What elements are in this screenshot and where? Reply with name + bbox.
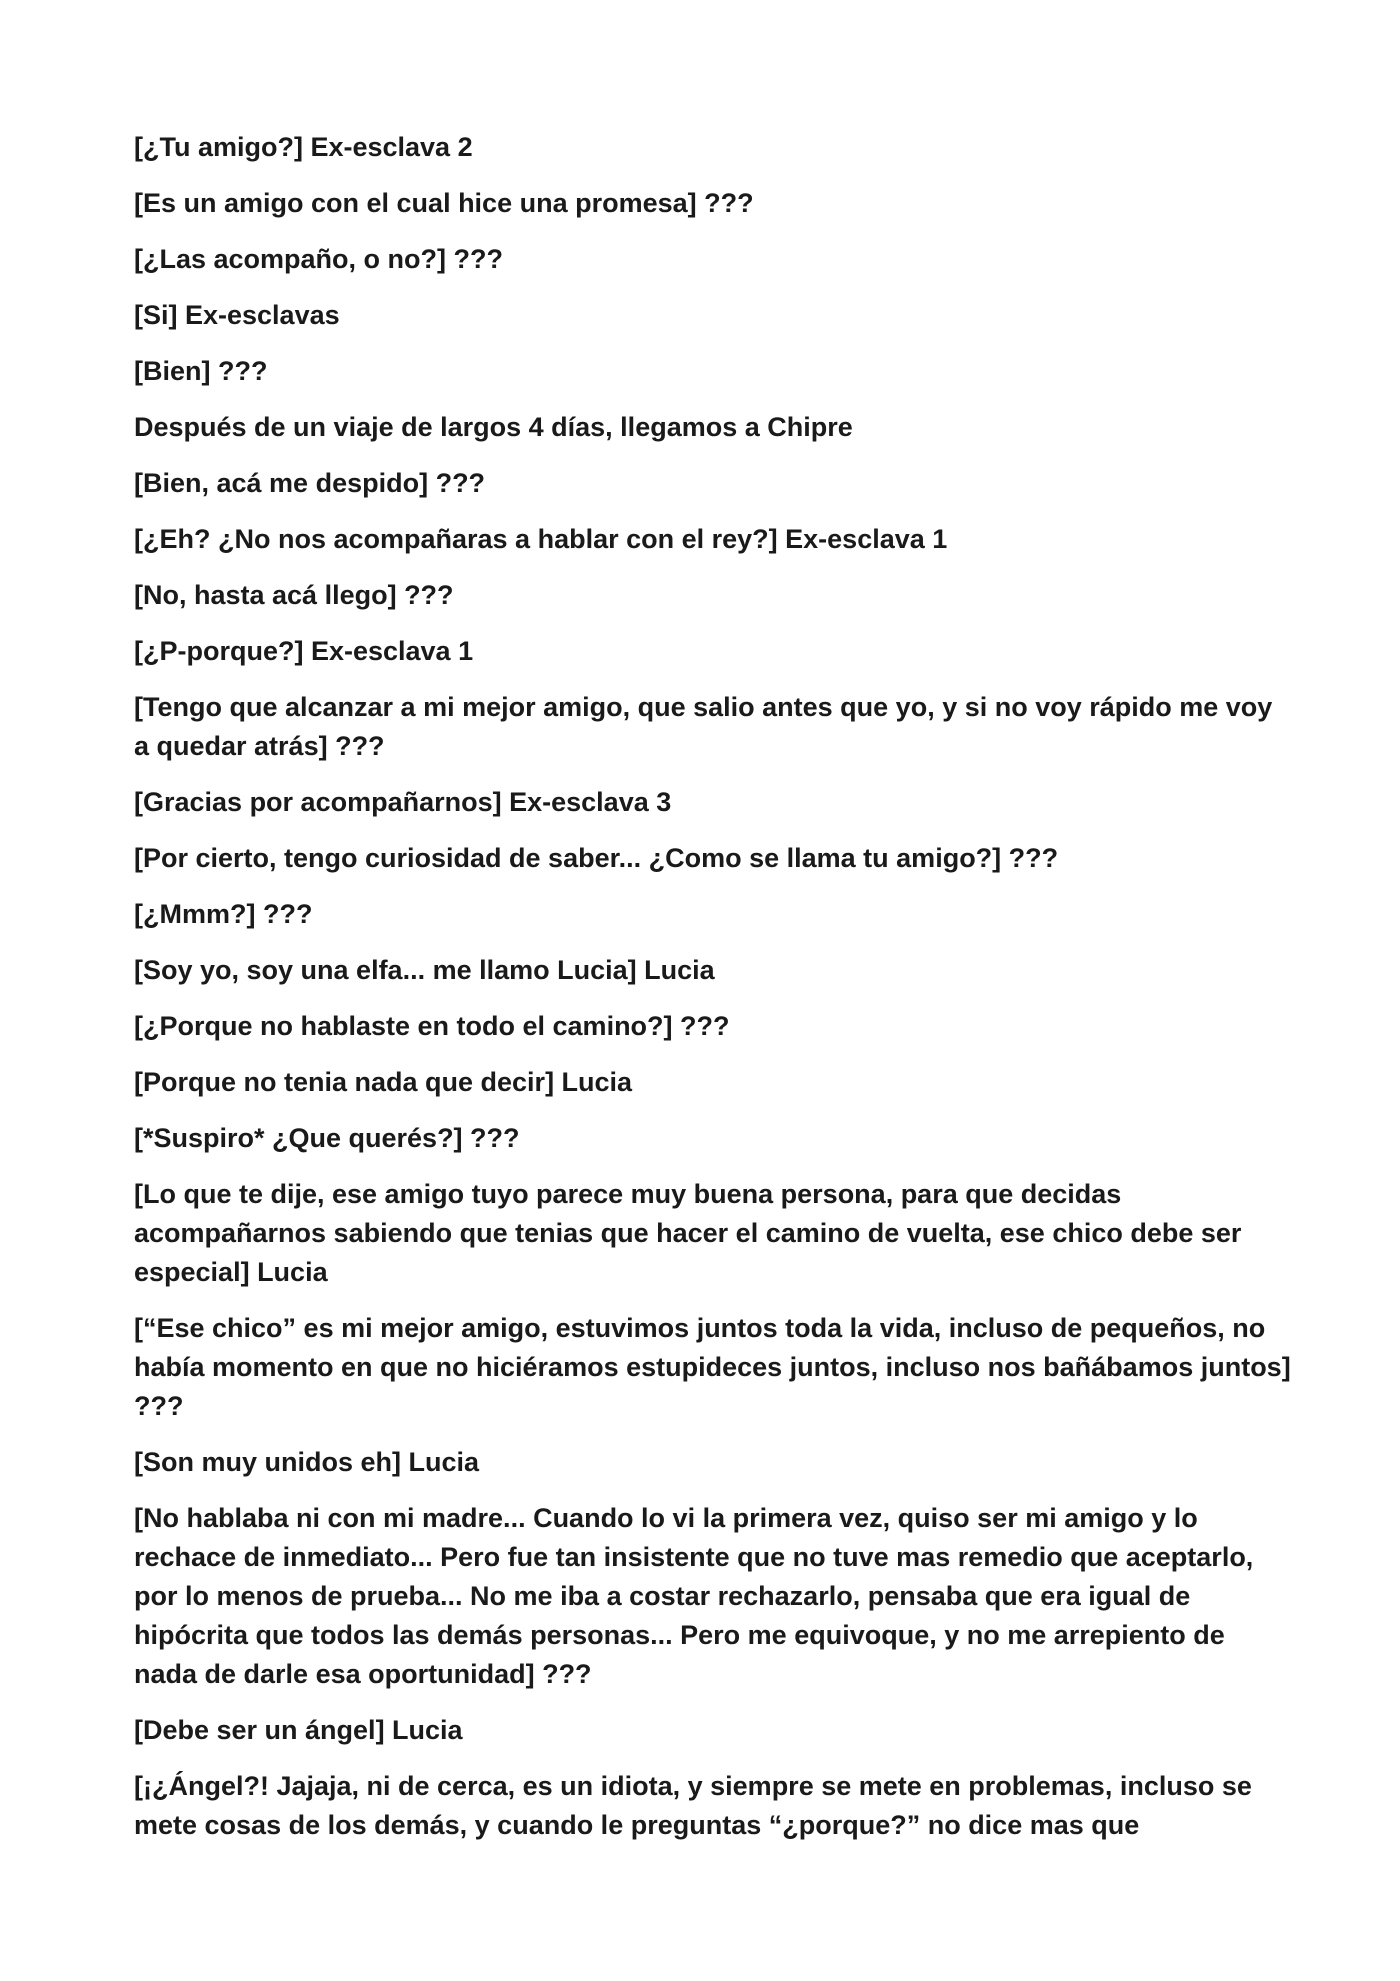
paragraph-8: [¿Eh? ¿No nos acompañaras a hablar con el rey?] Ex-esclava 1: [134, 524, 948, 554]
paragraph-16: [¿Porque no hablaste en todo el camino?] ???: [134, 1011, 730, 1041]
paragraph-17: [Porque no tenia nada que decir] Lucia: [134, 1067, 633, 1097]
paragraph-13: [Por cierto, tengo curiosidad de saber... ¿Como se llama tu amigo?] ???: [134, 843, 1059, 873]
paragraph-4: [Si] Ex-esclavas: [134, 300, 340, 330]
paragraph-5: [Bien] ???: [134, 356, 268, 386]
paragraph-24: [¡¿Ángel?! Jajaja, ni de cerca, es un idiota, y siempre se mete en problemas, incluso se mete cosas de los demás, y cuando le preguntas “¿porque?” no dice mas que: [134, 1771, 1252, 1840]
paragraph-1: [¿Tu amigo?] Ex-esclava 2: [134, 132, 473, 162]
document-body: [134, 128, 1294, 1862]
paragraph-2: [Es un amigo con el cual hice una promesa] ???: [134, 188, 754, 218]
paragraph-14: [¿Mmm?] ???: [134, 899, 313, 929]
paragraph-6: Después de un viaje de largos 4 días, llegamos a Chipre: [134, 412, 853, 442]
paragraph-19: [Lo que te dije, ese amigo tuyo parece muy buena persona, para que decidas acompañarnos sabiendo que tenias que hacer el camino de vuelta, ese chico debe ser especial] Lucia: [134, 1179, 1242, 1287]
paragraph-12: [Gracias por acompañarnos] Ex-esclava 3: [134, 787, 672, 817]
paragraph-7: [Bien, acá me despido] ???: [134, 468, 486, 498]
paragraph-10: [¿P-porque?] Ex-esclava 1: [134, 636, 474, 666]
paragraph-20: [“Ese chico” es mi mejor amigo, estuvimos juntos toda la vida, incluso de pequeños, no había momento en que no hiciéramos estupideces juntos, incluso nos bañábamos juntos] ???: [134, 1313, 1291, 1421]
paragraph-15: [Soy yo, soy una elfa... me llamo Lucia] Lucia: [134, 955, 715, 985]
paragraph-18: [*Suspiro* ¿Que querés?] ???: [134, 1123, 520, 1153]
paragraph-23: [Debe ser un ángel] Lucia: [134, 1715, 463, 1745]
paragraph-22: [No hablaba ni con mi madre... Cuando lo vi la primera vez, quiso ser mi amigo y lo rechace de inmediato... Pero fue tan insistente que no tuve mas remedio que aceptarlo, por lo menos de prueba... No me iba a costar rechazarlo, pensaba que era igual de hipócrita que todos las demás personas... Pero me equivoque, y no me arrepiento de nada de darle esa oportunidad] ???: [134, 1503, 1254, 1689]
paragraph-11: [Tengo que alcanzar a mi mejor amigo, que salio antes que yo, y si no voy rápido me voy a quedar atrás] ???: [134, 692, 1273, 761]
paragraph-3: [¿Las acompaño, o no?] ???: [134, 244, 503, 274]
paragraph-21: [Son muy unidos eh] Lucia: [134, 1447, 480, 1477]
paragraph-9: [No, hasta acá llego] ???: [134, 580, 454, 610]
